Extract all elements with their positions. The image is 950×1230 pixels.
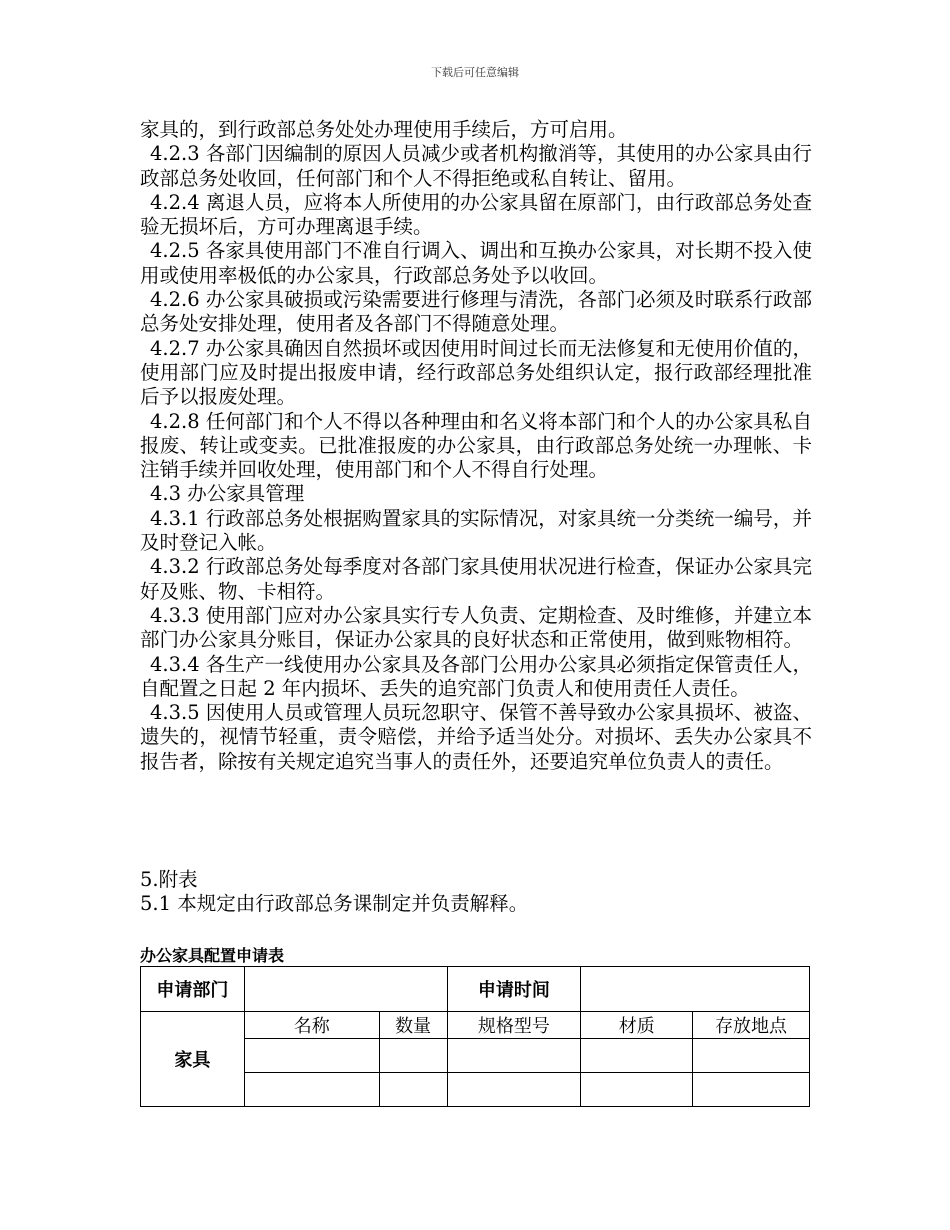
paragraph: 4.2.8 任何部门和个人不得以各种理由和名义将本部门和个人的办公家具私自报废、转让或变卖。已批准报废的办公家具，由行政部总务处统一办理帐、卡注销手续并回收处理，使用部门和个人不得自行处理。 [140,409,812,482]
column-header: 规格型号 [447,1012,581,1039]
column-header: 数量 [379,1012,447,1039]
time-field[interactable] [581,967,810,1012]
application-form-table [140,966,810,1107]
paragraph: 4.3.1 行政部总务处根据购置家具的实际情况，对家具统一分类统一编号，并及时登记入帐。 [140,506,812,555]
column-header: 名称 [244,1012,379,1039]
paragraph: 4.3.5 因使用人员或管理人员玩忽职守、保管不善导致办公家具损坏、被盗、遗失的，视情节轻重，责令赔偿，并给予适当处分。对损坏、丢失办公家具不报告者，除按有关规定追究当事人的责任外，还要追究单位负责人的责任。 [140,701,812,773]
document-body [140,118,812,774]
time-label: 申请时间 [447,967,581,1012]
paragraph: 5.1 本规定由行政部总务课制定并负责解释。 [140,892,529,916]
table-cell[interactable] [581,1073,693,1107]
dept-field[interactable] [244,967,447,1012]
paragraph: 4.2.7 办公家具确因自然损坏或因使用时间过长而无法修复和无使用价值的，使用部门应及时提出报废申请，经行政部总务处组织认定，报行政部经理批准后予以报废处理。 [140,336,812,409]
dept-label: 申请部门 [141,967,245,1012]
table-title: 办公家具配置申请表 [140,946,285,965]
table-cell[interactable] [379,1039,447,1073]
furniture-label: 家具 [141,1012,245,1107]
column-header: 材质 [581,1012,693,1039]
table-cell[interactable] [379,1073,447,1107]
paragraph: 4.3.4 各生产一线使用办公家具及各部门公用办公家具必须指定保管责任人，自配置之日起 2 年内损坏、丢失的追究部门负责人和使用责任人责任。 [140,652,812,700]
table-cell[interactable] [447,1073,581,1107]
table-cell[interactable] [447,1039,581,1073]
paragraph: 4.3.2 行政部总务处每季度对各部门家具使用状况进行检查，保证办公家具完好及账、物、卡相符。 [140,555,812,603]
column-header: 存放地点 [693,1012,810,1039]
section-heading: 5.附表 [140,868,198,891]
section-5 [140,868,812,917]
paragraph: 4.2.4 离退人员，应将本人所使用的办公家具留在原部门，由行政部总务处查验无损坏后，方可办理离退手续。 [140,190,812,239]
table-cell[interactable] [581,1039,693,1073]
table-cell[interactable] [244,1073,379,1107]
section-heading: 4.3 办公家具管理 [150,482,305,506]
paragraph: 4.2.5 各家具使用部门不准自行调入、调出和互换办公家具，对长期不投入使用或使用率极低的办公家具，行政部总务处予以收回。 [140,239,812,287]
paragraph: 4.2.6 办公家具破损或污染需要进行修理与清洗，各部门必须及时联系行政部总务处安排处理，使用者及各部门不得随意处理。 [140,288,812,336]
paragraph: 家具的，到行政部总务处处办理使用手续后，方可启用。 [140,118,628,141]
table-cell[interactable] [244,1039,379,1073]
paragraph: 4.3.3 使用部门应对办公家具实行专人负责、定期检查、及时维修，并建立本部门办公家具分账目，保证办公家具的良好状态和正常使用，做到账物相符。 [140,603,812,652]
table-cell[interactable] [693,1073,810,1107]
paragraph: 4.2.3 各部门因编制的原因人员减少或者机构撤消等，其使用的办公家具由行政部总务处收回，任何部门和个人不得拒绝或私自转让、留用。 [140,142,812,190]
page-header: 下载后可任意编辑 [431,66,519,79]
table-cell[interactable] [693,1039,810,1073]
